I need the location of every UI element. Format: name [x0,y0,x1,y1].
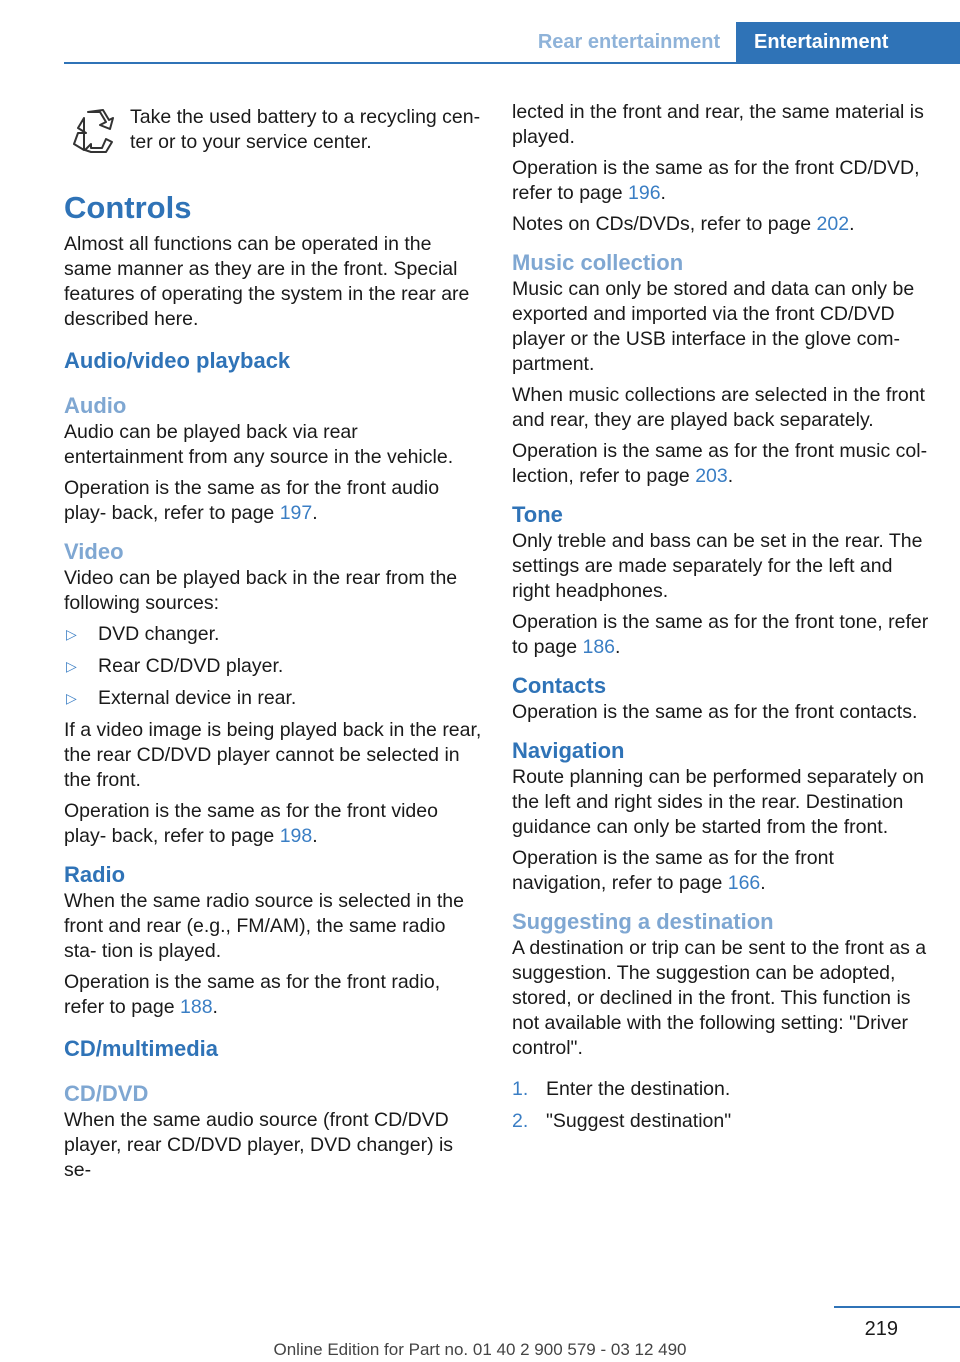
music-text-2: When music collections are selected in the front and rear, they are played back separately. [512,384,925,431]
recycling-note-text: Take the used battery to a recycling cen- ter or to your service center. [130,106,481,153]
cd-notes: Notes on CDs/DVDs, refer to page 202. [512,213,855,235]
footer-rule [834,1306,960,1308]
list-item: ▷ Rear CD/DVD player. [66,655,284,677]
triangle-bullet-icon: ▷ [66,626,77,642]
header-section-tab: Rear entertainment [537,31,721,53]
header-rule [64,62,960,64]
right-column [512,100,932,1141]
audio-text: Audio can be played back via rear entertainment from any source in the vehicle. [64,421,454,468]
recycling-note [64,100,482,162]
audio-title: Audio [64,393,127,418]
header-chapter-tab: Entertainment [736,22,960,62]
suggest-steps-list [512,1077,932,1134]
left-column [64,100,482,1189]
av-playback-title: Audio/video playback [64,348,291,373]
edition-footer: Online Edition for Part no. 01 40 2 900 579 - 03 12 490 [273,1340,687,1359]
audio-page-link[interactable]: 197 [279,502,313,524]
cd-page-link[interactable]: 196 [628,182,661,204]
list-item: ▷ DVD changer. [66,623,220,645]
controls-title: Controls [64,190,192,225]
cd-multimedia-title: CD/multimedia [64,1036,219,1061]
notes-page-link[interactable]: 202 [816,213,850,235]
page-number: 219 [864,1318,898,1340]
contacts-text: Operation is the same as for the front contacts. [512,701,918,723]
triangle-bullet-icon: ▷ [66,690,77,706]
video-title: Video [64,539,124,564]
cd-dvd-title: CD/DVD [64,1081,149,1106]
radio-operation: Operation is the same as for the front radio, refer to page 188. [64,971,441,1018]
cd-dvd-text-cont: lected in the front and rear, the same material is played. [512,101,924,148]
navigation-operation: Operation is the same as for the front navigation, refer to page 166. [512,847,834,894]
tone-page-link[interactable]: 186 [582,636,616,658]
music-page-link[interactable]: 203 [695,465,728,487]
radio-title: Radio [64,862,126,887]
video-operation: Operation is the same as for the front video play- back, refer to page 198. [64,800,438,847]
cd-operation: Operation is the same as for the front CD/DVD, refer to page 196. [512,157,920,204]
radio-page-link[interactable]: 188 [180,996,213,1018]
music-text: Music can only be stored and data can only be exported and imported via the front CD/DVD player or the USB interface in the glove com- partment. [512,278,915,375]
tone-title: Tone [512,502,563,527]
tone-text: Only treble and bass can be set in the rear. The settings are made separately for the left and right headphones. [512,530,923,602]
navigation-title: Navigation [512,738,625,763]
radio-text: When the same radio source is selected in the front and rear (e.g., FM/AM), the same radio sta- tion is played. [64,890,464,962]
tone-operation: Operation is the same as for the front tone, refer to page 186. [512,611,929,658]
suggest-destination-title: Suggesting a destination [512,909,774,934]
music-collection-title: Music collection [512,250,684,275]
list-item: ▷ External device in rear. [66,687,297,709]
music-operation: Operation is the same as for the front music col- lection, refer to page 203. [512,440,928,487]
video-page-link[interactable]: 198 [279,825,313,847]
controls-text: Almost all functions can be operated in the same manner as they are in the front. Special features of operating the system in the rear are described here. [64,233,470,330]
triangle-bullet-icon: ▷ [66,658,77,674]
video-text: Video can be played back in the rear from the following sources: [64,567,458,614]
suggest-destination-text: A destination or trip can be sent to the front as a suggestion. The suggestion can be adopted, stored, or declined in the front. This function is not available with the following setting: "Driver control". [512,937,927,1059]
navigation-page-link[interactable]: 166 [727,872,761,894]
list-item: 1. Enter the destination. [512,1078,731,1100]
video-text-2: If a video image is being played back in the rear, the rear CD/DVD player cannot be selected in the front. [64,719,482,791]
navigation-text: Route planning can be performed separately on the left and right sides in the rear. Destination guidance can only be started from the front. [512,766,924,838]
audio-operation: Operation is the same as for the front audio play- back, refer to page 197. [64,477,440,524]
video-source-list [64,622,482,711]
cd-dvd-text: When the same audio source (front CD/DVD player, rear CD/DVD player, DVD changer) is se- [64,1109,454,1181]
list-item: 2. "Suggest destination" [512,1110,732,1132]
contacts-title: Contacts [512,673,607,698]
recycling-icon [64,100,126,162]
